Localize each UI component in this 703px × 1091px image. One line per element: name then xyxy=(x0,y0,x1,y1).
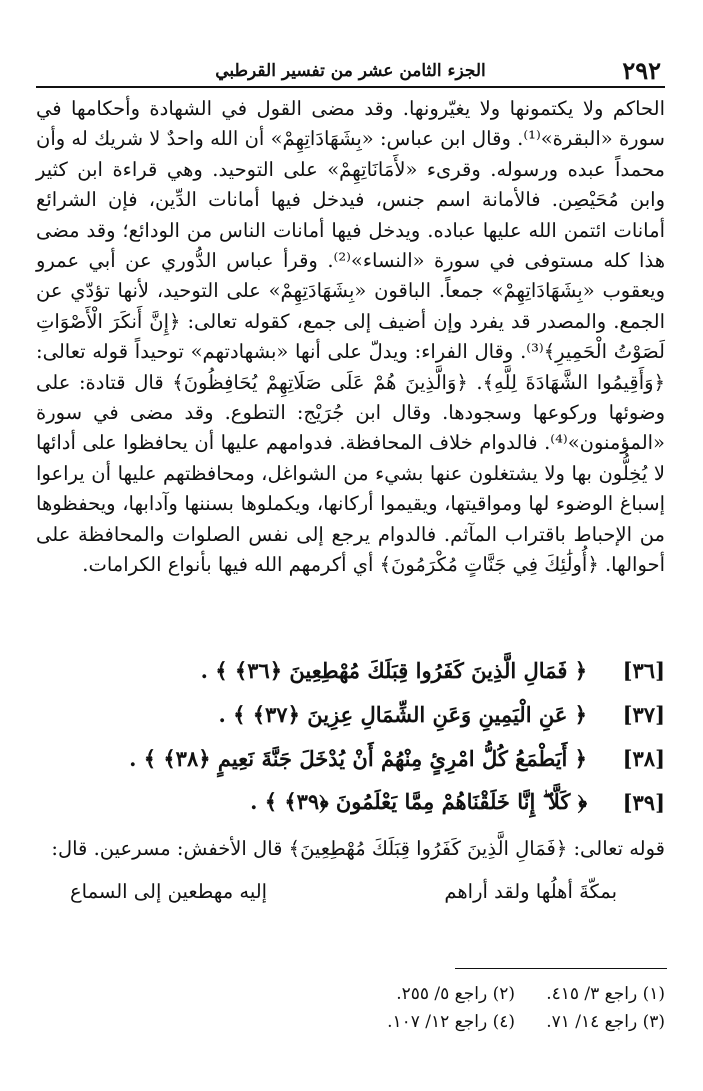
poem-verse xyxy=(70,880,617,903)
main-text xyxy=(36,94,665,581)
footnote-divider xyxy=(455,968,667,969)
running-title: الجزء الثامن عشر من تفسير القرطبي xyxy=(215,61,486,81)
footnote: (٤) راجع ١٢/ ١٠٧. xyxy=(387,1012,515,1032)
footnote: (٢) راجع ٥/ ٢٥٥. xyxy=(396,984,515,1004)
poem-hemistich-second: إليه مهطعين إلى السماع xyxy=(70,880,268,903)
footnote: (٣) راجع ١٤/ ٧١. xyxy=(546,1012,665,1032)
poem-hemistich-first: بمكّةَ أهلُها ولقد أراهم xyxy=(444,880,617,903)
verse-38 xyxy=(40,736,665,780)
verse-number: [٣٨] xyxy=(622,745,665,771)
verse-list xyxy=(40,648,665,824)
commentary xyxy=(36,834,665,864)
verse-37 xyxy=(40,692,665,736)
page-number: ٢٩٢ xyxy=(622,56,661,85)
verse-text: ﴿ أَيَطْمَعُ كُلُّ امْرِئٍ مِنْهُمْ أَنْ يُدْخَلَ جَنَّةَ نَعِيمٍ ﴿٣٨﴾ ﴾ . xyxy=(129,745,587,771)
footnote-row xyxy=(365,980,665,1008)
footnote-row xyxy=(365,1008,665,1036)
verse-number: [٣٧] xyxy=(622,701,665,727)
verse-36 xyxy=(40,648,665,692)
paragraph: الحاكم ولا يكتمونها ولا يغيّرونها. وقد مضى القول في الشهادة وأحكامها في سورة «البقرة»⁽¹⁾. وقال ابن عباس: «بِشَهَادَاتِهِمْ» أن الله واحدٌ لا شريك له وأن محمداً عبده ورسوله. وقرىء «لأَمَانَاتِهِمْ» على التوحيد. وهي قراءة ابن كثير وابن مُحَيْصِن. فالأمانة اسم جنس، فيدخل فيها أمانات الدِّين، فإن الشرائع أمانات ائتمن الله عليها عباده. ويدخل فيها أمانات الناس من الودائع؛ وقد مضى هذا كله مستوفى في سورة «النساء»⁽²⁾. وقرأ عباس الدُّوري عن أبي عمرو ويعقوب «بِشَهَادَاتِهِمْ» جمعاً. الباقون «بِشَهَادَتِهِمْ» على التوحيد، لأنها تؤدّي عن الجمع. والمصدر قد يفرد وإن أضيف إلى جمع، كقوله تعالى: ﴿إِنَّ أَنكَرَ الْأَصْوَاتِ لَصَوْتُ الْحَمِيرِ﴾⁽³⁾. وقال الفراء: ويدلّ على أنها «بشهادتهم» توحيداً قوله تعالى: ﴿وَأَقِيمُوا الشَّهَادَةَ لِلَّهِ﴾. ﴿وَالَّذِينَ هُمْ عَلَى صَلَاتِهِمْ يُحَافِظُونَ﴾ قال قتادة: على وضوئها وركوعها وسجودها. وقال ابن جُرَيْج: التطوع. وقد مضى في سورة «المؤمنون»⁽⁴⁾. فالدوام خلاف المحافظة. فدوامهم عليها أن يحافظوا على أدائها لا يُخِلُّون بها ولا يشتغلون عنها بشيء من الشواغل، ومحافظتهم عليها أن يراعوا إسباغ الوضوء لها ومواقيتها، ويقيموا أركانها، ويكملوها بسننها وآدابها، ويحفظوها من الإحباط باقتراب المآثم. فالدوام يرجع إلى نفس الصلوات والمحافظة على أحوالها. ﴿أُولَٰئِكَ فِي جَنَّاتٍ مُكْرَمُونَ﴾ أي أكرمهم الله فيها بأنواع الكرامات. xyxy=(36,97,666,577)
verse-text: ﴿ كَلَّا ۖ إِنَّا خَلَقْنَاهُمْ مِمَّا يَعْلَمُونَ ﴿٣٩﴾ ﴾ . xyxy=(250,789,587,814)
verse-39 xyxy=(40,780,665,824)
verse-text: ﴿ عَنِ الْيَمِينِ وَعَنِ الشِّمَالِ عِزِينَ ﴿٣٧﴾ ﴾ . xyxy=(218,701,587,727)
footnote: (١) راجع ٣/ ٤١٥. xyxy=(546,984,665,1004)
footnotes xyxy=(365,980,665,1036)
verse-number: [٣٦] xyxy=(622,657,665,683)
commentary-text: قوله تعالى: ﴿فَمَالِ الَّذِينَ كَفَرُوا قِبَلَكَ مُهْطِعِينَ﴾ قال الأخفش: مسرعين. قال: xyxy=(51,837,665,860)
verse-text: ﴿ فَمَالِ الَّذِينَ كَفَرُوا قِبَلَكَ مُهْطِعِينَ ﴿٣٦﴾ ﴾ . xyxy=(200,657,587,683)
page-header xyxy=(36,56,665,88)
verse-number: [٣٩] xyxy=(622,789,665,815)
